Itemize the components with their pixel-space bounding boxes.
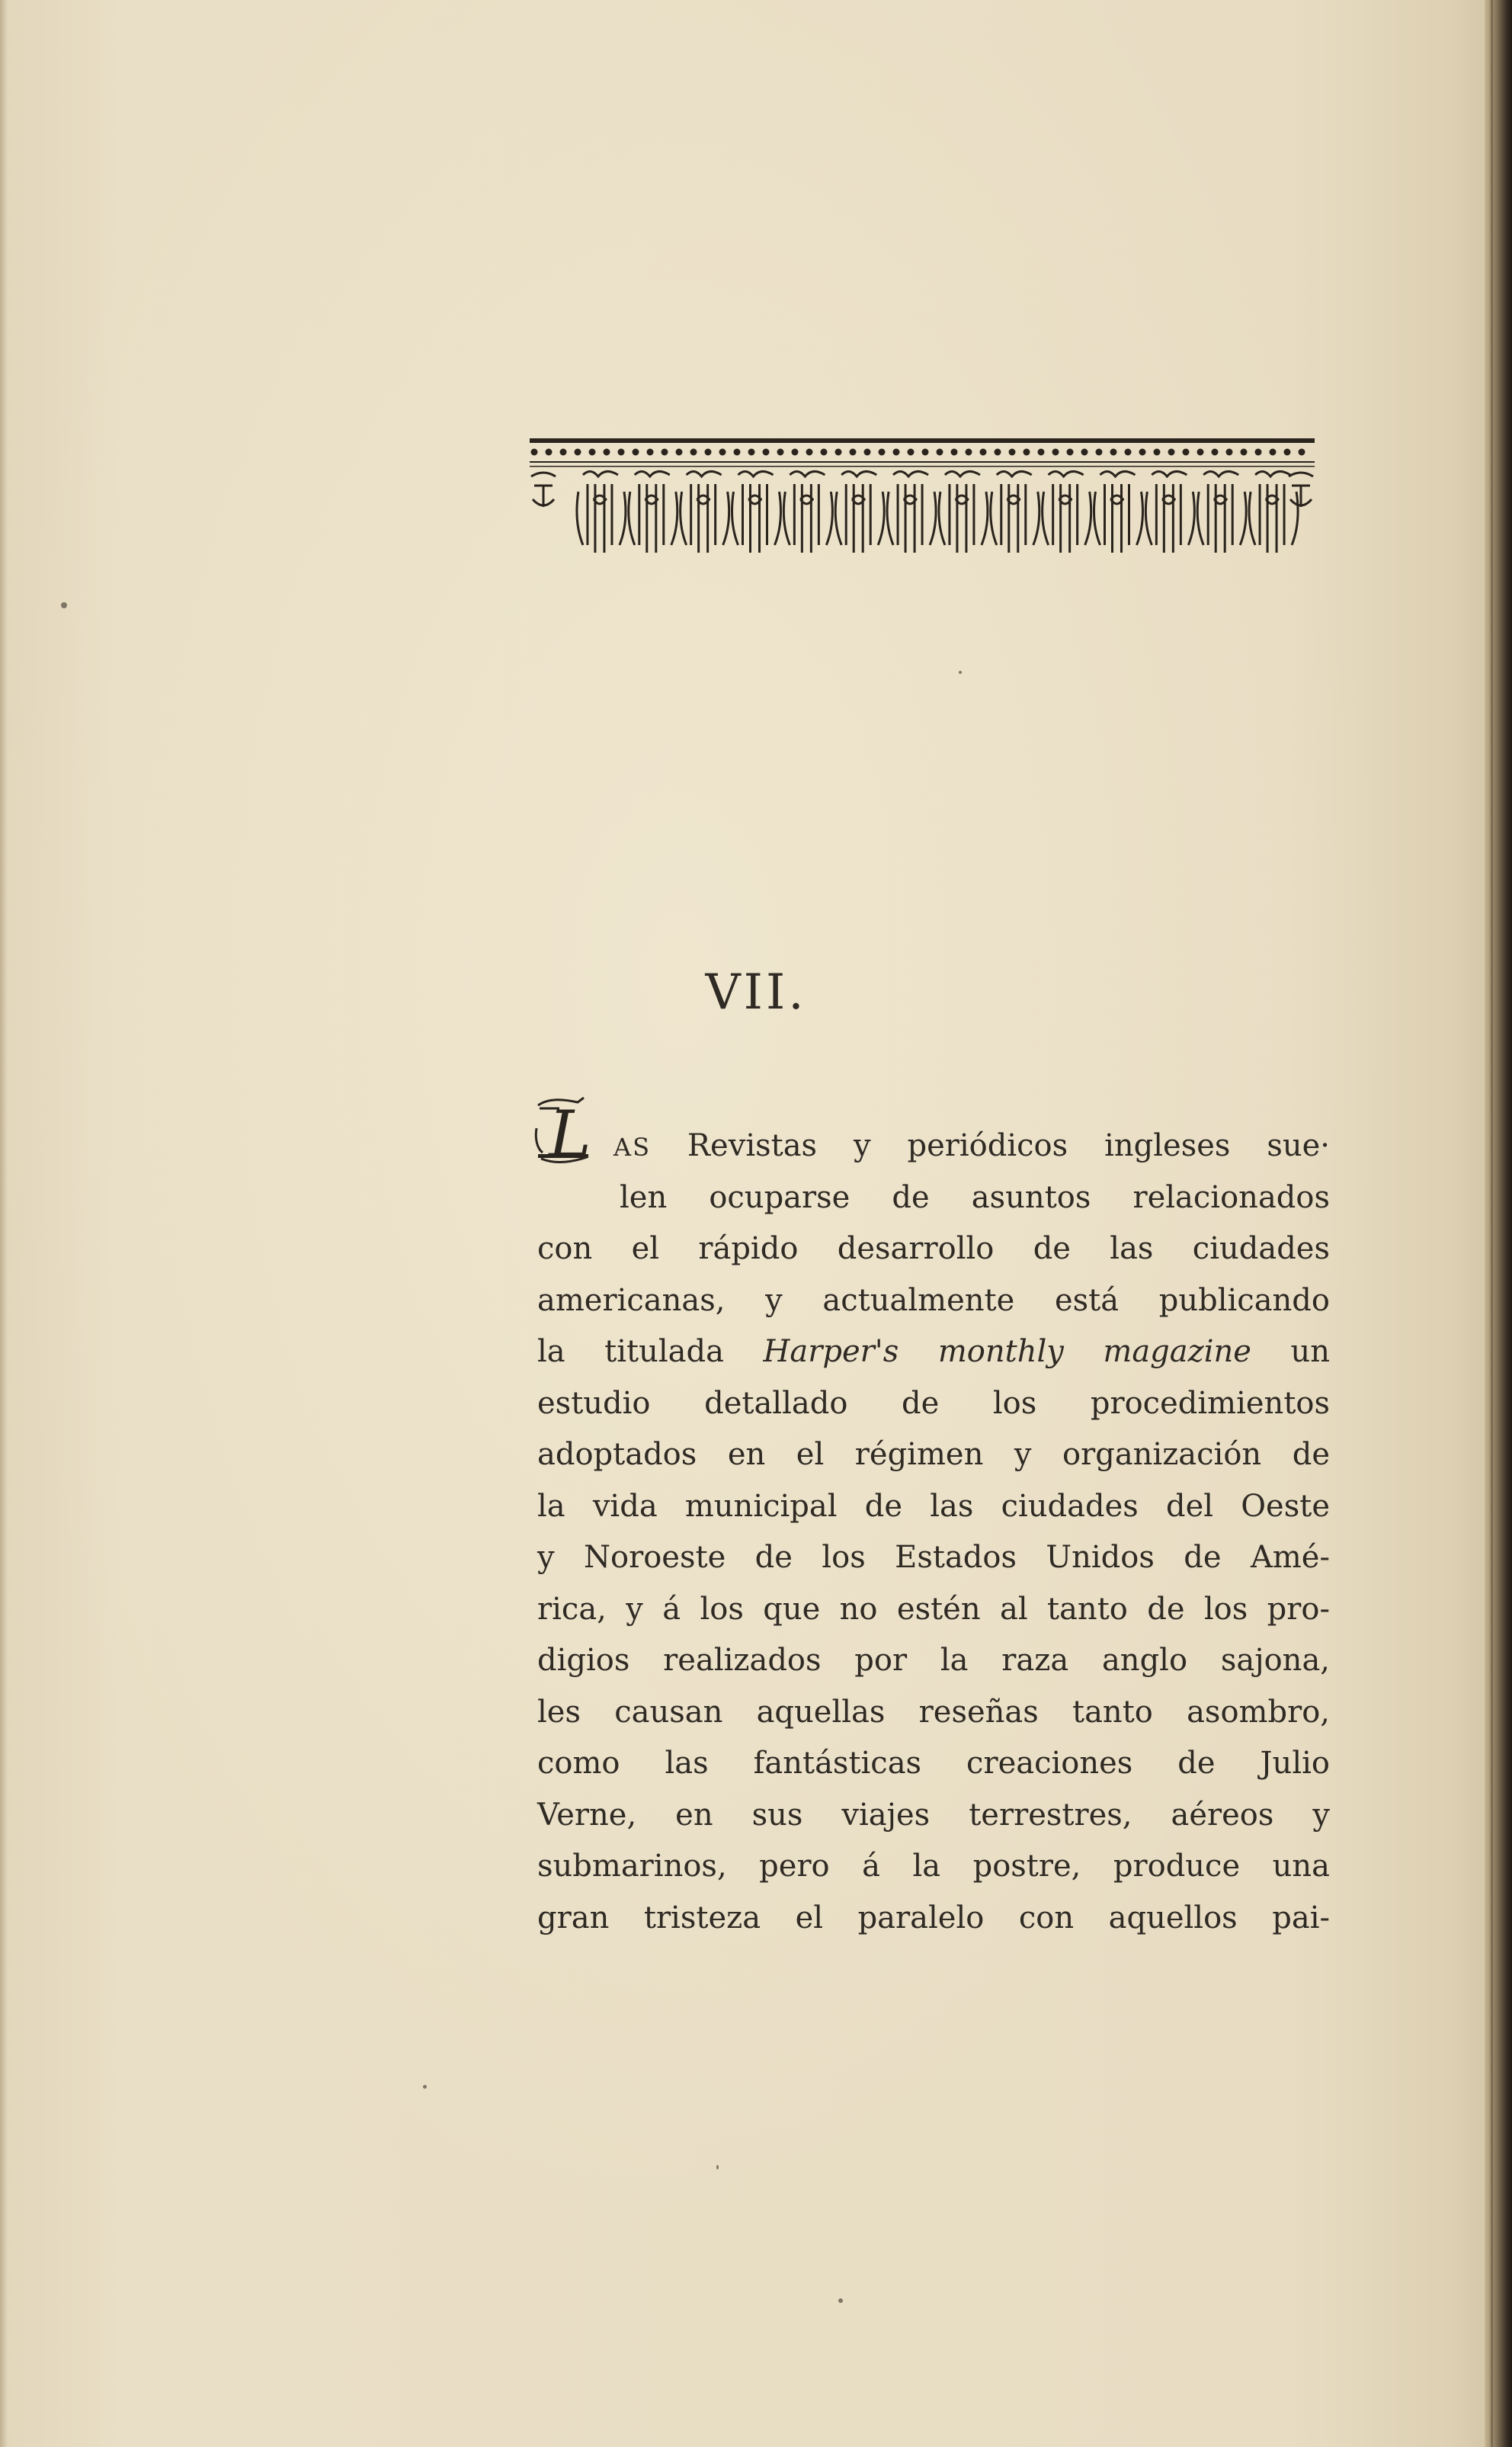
text-line: y Noroeste de los Estados Unidos de Amé- [537,1540,1330,1575]
paper-speck [959,671,962,674]
chapter-heading: VII. [705,964,807,1021]
text-line: como las fantásticas creaciones de Julio [537,1746,1330,1781]
drop-cap-letter: L [549,1097,591,1172]
text-line: submarinos, pero á la postre, produce una [537,1849,1330,1884]
text-line: len ocuparse de asuntos relacionados [620,1179,1330,1215]
text-line [537,1121,1330,1172]
text-line: Verne, en sus viajes terrestres, aéreos y [537,1797,1330,1833]
text-line-segment: Revistas y periódicos ingleses sue· [651,1128,1330,1163]
smallcaps-opening: AS [613,1133,652,1162]
paper-speck [716,2165,719,2170]
paper-speck [838,2298,843,2303]
text-line: americanas, y actualmente está publicando [537,1282,1330,1318]
paper-speck [61,602,67,608]
text-line: con el rápido desarrollo de las ciudades [537,1231,1330,1266]
italic-title: Harper's monthly magazine [763,1334,1251,1369]
text-line: estudio detallado de los procedimientos [537,1385,1330,1421]
text-line: la vida municipal de las ciudades del Oeste [537,1488,1330,1524]
text-line: adoptados en el régimen y organización de [537,1437,1330,1472]
text-line-segment: la titulada [537,1334,764,1369]
body-paragraph [537,1121,1330,1944]
paper-speck [423,2085,427,2089]
ornament-icon [530,438,1315,568]
text-line: les causan aquellas reseñas tanto asombro, [537,1694,1330,1730]
book-binding-edge [1485,0,1512,2447]
page-left-edge [0,0,8,2447]
text-line-segment: un [1251,1334,1330,1369]
ornamental-header-band [530,438,1315,568]
text-line [537,1326,1330,1378]
text-line: digios realizados por la raza anglo sajona, [537,1643,1330,1678]
text-line: gran tristeza el paralelo con aquellos pai- [537,1900,1330,1935]
text-line: rica, y á los que no estén al tanto de los pro- [537,1591,1330,1627]
